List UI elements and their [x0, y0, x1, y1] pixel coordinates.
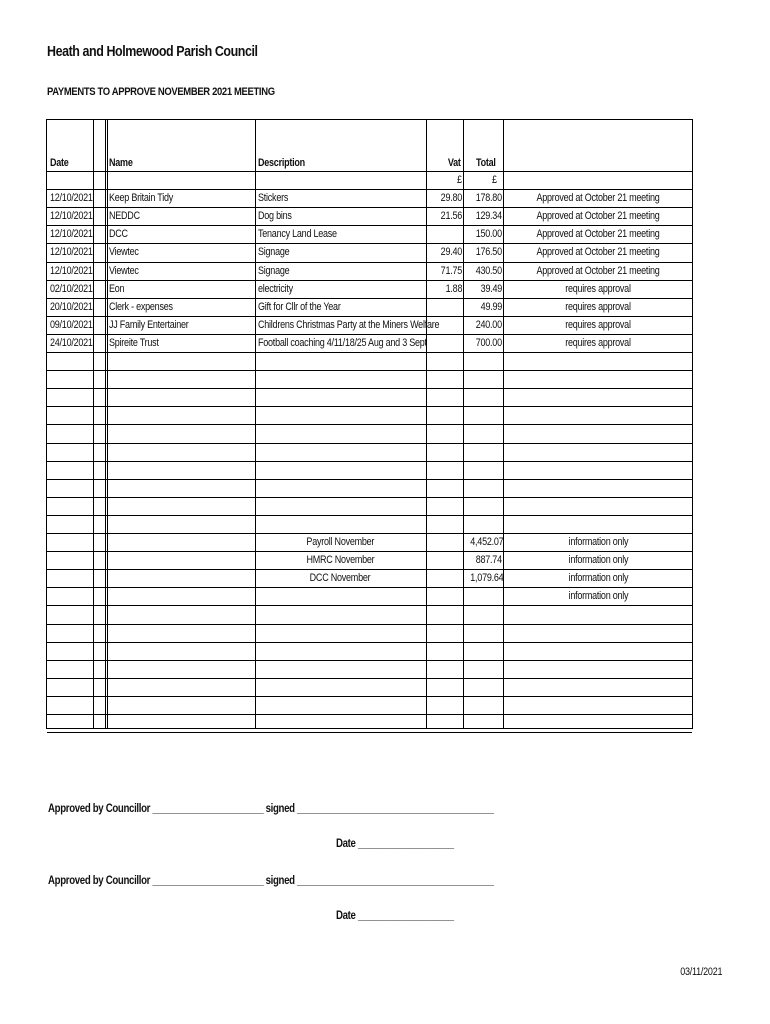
header-vat-text: Vat [448, 157, 461, 169]
payment-description [258, 262, 433, 280]
payment-total [463, 207, 502, 225]
total-currency-text: £ [492, 174, 497, 186]
row-divider [47, 424, 692, 425]
header-name [109, 154, 249, 172]
payment-note-text: Approved at October 21 meeting [536, 264, 660, 277]
payment-vat-text: 29.80 [440, 192, 462, 205]
payment-name-text: DCC [109, 228, 128, 241]
date-line-2: Date ___________________ [336, 910, 454, 922]
approval-line-2: Approved by Councillor ______________________ signed _______________________________________ [48, 875, 494, 887]
payment-vat-text: 1.88 [445, 282, 462, 295]
row-divider [47, 660, 692, 661]
row-divider [47, 696, 692, 697]
payment-note [503, 207, 693, 225]
info-description [255, 533, 426, 551]
payment-name [109, 207, 254, 225]
payment-vat-text: 29.40 [440, 246, 462, 259]
payment-vat [426, 334, 462, 352]
payment-total [463, 262, 502, 280]
payment-total-text: 129.34 [475, 210, 502, 223]
info-total-text: 887.74 [475, 554, 502, 567]
info-total [463, 587, 502, 605]
payment-note [503, 334, 693, 352]
info-description-text: Payroll November [306, 536, 375, 548]
row-divider [47, 678, 692, 679]
payment-date [50, 262, 94, 280]
row-divider [47, 370, 692, 371]
payment-total [463, 280, 502, 298]
payment-total [463, 298, 502, 316]
payment-total-text: 240.00 [475, 318, 502, 331]
row-divider [47, 642, 692, 643]
payment-note-text: requires approval [565, 318, 631, 331]
payment-note-text: requires approval [565, 282, 631, 295]
row-divider [47, 497, 692, 498]
payment-date-text: 24/10/2021 [50, 336, 93, 349]
payment-description-text: Gift for Cllr of the Year [258, 300, 341, 313]
page-title: Heath and Holmewood Parish Council [47, 44, 258, 60]
info-description-text: DCC November [310, 572, 371, 585]
payment-description [258, 189, 433, 207]
payment-vat [426, 243, 462, 261]
payment-name [109, 262, 254, 280]
payment-total-text: 39.49 [480, 282, 502, 295]
payment-date [50, 243, 94, 261]
total-currency [463, 171, 497, 189]
payment-total-text: 430.50 [475, 264, 502, 277]
info-note [503, 587, 693, 605]
info-description [255, 587, 426, 605]
payment-vat [426, 189, 462, 207]
payment-description-text: Dog bins [258, 210, 292, 223]
header-vat [426, 154, 461, 172]
payment-date-text: 12/10/2021 [50, 192, 93, 205]
row-divider [47, 515, 692, 516]
payment-date-text: 09/10/2021 [50, 318, 93, 331]
payment-date [50, 316, 94, 334]
info-note-text: information only [568, 536, 628, 548]
payment-description [258, 298, 433, 316]
payment-date [50, 280, 94, 298]
info-total-text: 4,452.07 [470, 536, 504, 548]
info-note-text: information only [568, 554, 628, 567]
payment-date [50, 207, 94, 225]
payment-date-text: 02/10/2021 [50, 282, 93, 295]
payment-name [109, 243, 254, 261]
payment-note [503, 298, 693, 316]
row-divider [47, 605, 692, 606]
payment-name [109, 189, 254, 207]
payment-name [109, 316, 254, 334]
payment-note [503, 225, 693, 243]
payment-name-text: Spireite Trust [109, 336, 159, 349]
payment-date [50, 225, 94, 243]
payment-name-text: NEDDC [109, 210, 140, 223]
info-note [503, 569, 693, 587]
header-total-text: Total [476, 157, 496, 169]
header-name-text: Name [109, 157, 133, 169]
payment-vat [426, 280, 462, 298]
page-subtitle: PAYMENTS TO APPROVE NOVEMBER 2021 MEETING [47, 86, 275, 98]
vat-currency [426, 171, 462, 189]
payment-description-text: Signage [258, 264, 290, 277]
date-line-1: Date ___________________ [336, 838, 454, 850]
header-description [258, 154, 418, 172]
payment-name [109, 280, 254, 298]
header-date [50, 154, 90, 172]
payment-total [463, 243, 502, 261]
payment-description [258, 280, 433, 298]
info-note-text: information only [568, 590, 628, 603]
payment-total-text: 178.80 [475, 192, 502, 205]
info-total [463, 533, 502, 551]
info-description [255, 551, 426, 569]
payment-note-text: requires approval [565, 300, 631, 313]
vat-currency-text: £ [457, 174, 462, 186]
row-divider [47, 479, 692, 480]
payment-date-text: 12/10/2021 [50, 210, 93, 223]
payment-description [258, 334, 433, 352]
payment-vat-text: 21.56 [440, 210, 462, 223]
payment-name [109, 334, 254, 352]
payment-date [50, 189, 94, 207]
header-description-text: Description [258, 157, 305, 169]
row-divider [47, 406, 692, 407]
payment-description [258, 243, 433, 261]
payment-description-text: Childrens Christmas Party at the Miners Welfare [258, 318, 440, 331]
payment-name-text: Viewtec [109, 264, 139, 277]
info-total-text: 1,079.64 [470, 572, 504, 585]
payment-date [50, 298, 94, 316]
info-description-text: HMRC November [306, 554, 375, 567]
payment-date-text: 12/10/2021 [50, 264, 93, 277]
header-total [476, 154, 506, 172]
payment-date-text: 12/10/2021 [50, 246, 93, 259]
payment-note [503, 243, 693, 261]
payment-description [258, 316, 440, 334]
payment-name [109, 298, 254, 316]
payment-description [258, 225, 433, 243]
row-divider [47, 624, 692, 625]
payment-note [503, 262, 693, 280]
payment-name-text: Clerk - expenses [109, 300, 173, 313]
payment-date-text: 20/10/2021 [50, 300, 93, 313]
payment-name-text: Eon [109, 282, 125, 295]
footer-date: 03/11/2021 [679, 966, 722, 978]
payment-note-text: Approved at October 21 meeting [536, 246, 660, 259]
payment-name [109, 225, 254, 243]
payment-vat [426, 316, 462, 334]
payment-vat [426, 298, 462, 316]
payment-name-text: JJ Family Entertainer [109, 318, 189, 331]
info-note [503, 533, 693, 551]
row-divider [47, 388, 692, 389]
payment-total-text: 700.00 [475, 336, 502, 349]
row-divider [47, 714, 692, 715]
payment-total [463, 225, 502, 243]
payment-total-text: 176.50 [475, 246, 502, 259]
payment-vat [426, 225, 462, 243]
payment-total-text: 49.99 [480, 300, 502, 313]
row-divider [47, 352, 692, 353]
row-divider [47, 443, 692, 444]
payment-name-text: Keep Britain Tidy [109, 192, 174, 205]
payment-note [503, 316, 693, 334]
payment-note-text: requires approval [565, 336, 631, 349]
info-note [503, 551, 693, 569]
approval-line-1: Approved by Councillor ______________________ signed _______________________________________ [48, 803, 494, 815]
payment-vat [426, 207, 462, 225]
payment-description-text: Signage [258, 246, 290, 259]
payment-note-text: Approved at October 21 meeting [536, 210, 660, 223]
payment-date-text: 12/10/2021 [50, 228, 93, 241]
payment-description-text: electricity [258, 282, 293, 295]
payment-date [50, 334, 94, 352]
payment-description-text: Football coaching 4/11/18/25 Aug and 3 Sept [258, 336, 427, 349]
info-total [463, 569, 502, 587]
payment-note [503, 280, 693, 298]
info-total [463, 551, 502, 569]
info-description [255, 569, 426, 587]
info-note-text: information only [568, 572, 628, 585]
payment-description-text: Tenancy Land Lease [258, 228, 337, 241]
payment-total [463, 316, 502, 334]
payment-vat-text: 71.75 [440, 264, 462, 277]
row-divider [47, 461, 692, 462]
row-divider [47, 732, 692, 733]
payment-description-text: Stickers [258, 192, 289, 205]
payment-description [258, 207, 433, 225]
payments-table [46, 119, 693, 729]
payment-name-text: Viewtec [109, 246, 139, 259]
payment-note-text: Approved at October 21 meeting [536, 228, 660, 241]
payment-total [463, 334, 502, 352]
payment-note [503, 189, 693, 207]
payment-total [463, 189, 502, 207]
payment-note-text: Approved at October 21 meeting [536, 192, 660, 205]
payment-vat [426, 262, 462, 280]
header-date-text: Date [50, 157, 69, 169]
payment-total-text: 150.00 [475, 228, 502, 241]
